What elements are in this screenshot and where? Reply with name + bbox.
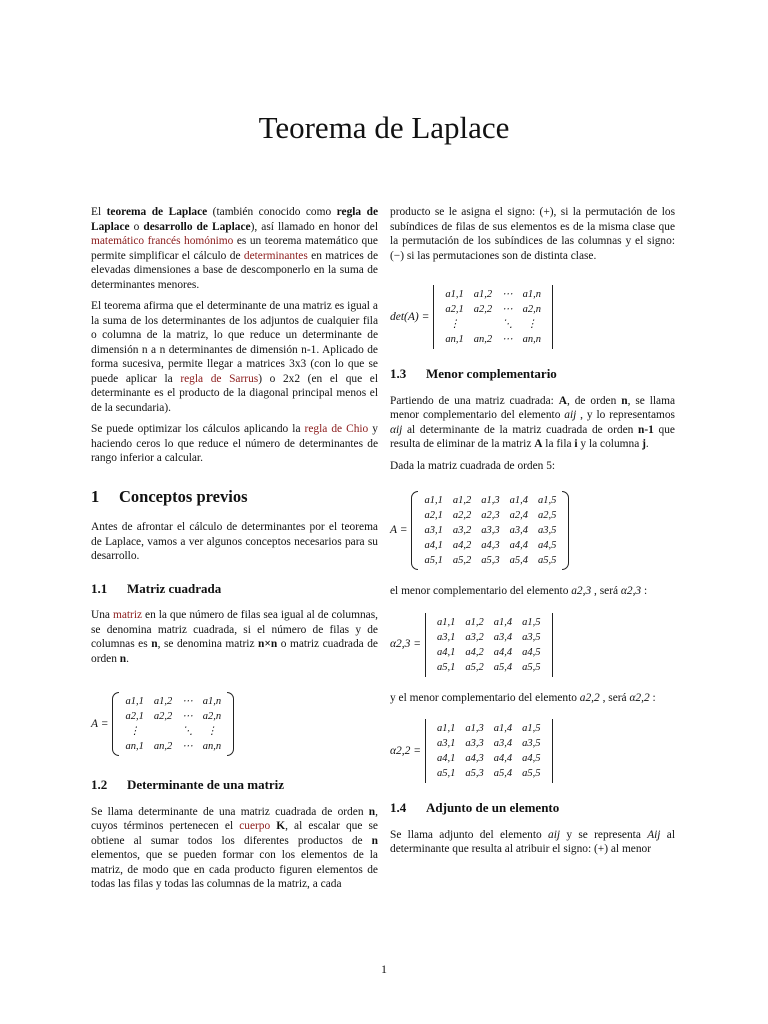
matrix-cell: a4,5 [522,753,541,764]
matrix-cell: a4,2 [465,646,484,658]
matrix-cell: ⋯ [182,696,193,707]
alpha22-matrix [425,719,553,783]
matrix-cell: a5,5 [522,661,541,673]
alpha23-matrix [425,613,553,677]
matrix-cell: a4,3 [465,753,484,764]
matrix-cell: a1,2 [465,616,484,628]
sub11-paragraph: Una matriz en la que número de filas sea igual al de columnas, se denomina matriz cuadrada, si el número de filas y de columnas es n, se denomina matriz n×n o matriz cuadrada de orden n. [91,609,379,665]
matrix-cell: a4,4 [493,753,513,764]
right-column [390,205,675,864]
matrix-cell: a1,5 [522,723,541,734]
matrix-cell: a3,4 [493,738,513,749]
matrix-cell: an,2 [473,334,493,345]
matrix-cell: a3,2 [465,631,484,643]
section-heading-1: 1 Conceptos previos [91,486,248,506]
matrix-cell: ⋮ [206,726,218,737]
matrix-cell: a1,2 [473,289,493,300]
matrix-cell: a4,4 [493,646,513,658]
matrix-cell: ⋯ [502,304,513,315]
matrix-cell: a1,2 [452,495,472,506]
intro-paragraph-1: El teorema de Laplace (también conocido como regla de Laplace o desarrollo de Laplace), así llamado en honor del matemático francés homónimo es un teorema matemático que permite simplificar el cálculo de determinantes en matrices de elevadas dimensiones a base de descomponerlo en la suma de determinantes menores. [91,206,379,291]
matrix-cell: a1,4 [493,616,513,628]
matrix-cell: a5,4 [493,661,513,673]
matrix-cell: a2,n [202,711,222,722]
sub14-paragraph: Se llama adjunto del elemento aij y se representa Aij al determinante que resulta al atribuir el signo: (+) al menor [390,828,675,855]
matrix-cell: a1,1 [125,696,144,707]
matrix-cell: a3,5 [522,738,541,749]
equation-alpha22: α2,2 = a1,1 a1,3 a1,4 a1,5 a3,1 a3,3 a3,4 a3,5 a4,1 a4,3 a4,4 a4,5 a5,1 a5,3 a5,4 a5,5 [390,719,675,783]
link-matematico[interactable]: matemático francés homónimo [91,235,234,247]
matrix-cell: a2,2 [153,711,173,722]
matrix-cell: ⋯ [502,334,513,345]
matrix-cell: an,n [522,334,541,345]
equation-matrix-a: A = a1,1 a1,2 ⋯ a1,n a2,1 a2,2 ⋯ a2,n ⋮ ⋱ ⋮ an,1 an,2 ⋯ an,n [91,692,378,756]
matrix-cell: an,1 [125,741,144,752]
matrix-cell: ⋯ [182,711,193,722]
matrix-cell: a1,5 [537,495,557,506]
matrix-cell: a4,2 [452,540,472,551]
matrix-cell: a5,1 [437,768,456,779]
matrix-cell: an,2 [153,741,173,752]
matrix-cell: a3,1 [437,631,456,643]
matrix-cell: a5,5 [522,768,541,779]
matrix-cell: a3,5 [537,525,557,536]
matrix-cell: a3,1 [424,525,443,536]
det-matrix [433,285,553,349]
matrix-a [112,692,234,756]
matrix-cell: ⋱ [182,726,193,737]
matrix-cell: a1,2 [153,696,173,707]
matrix-cell: a3,3 [465,738,484,749]
intro-paragraph-2: El teorema afirma que el determinante de una matriz es igual a la suma de los determinantes de los adjuntos de cualquier fila o columna de la matriz, lo que reduce un determinante de dimensión n a n determinantes de dimensión n-1. Aplicado de forma sucesiva, permite llegar a matrices 3x3 (con lo que se puede aplicar la regla de Sarrus) o 2x2 (en el que el determinante es el producto de la diagonal principal menos el de la secundaria). [91,300,378,414]
matrix-cell: a2,2 [473,304,493,315]
matrix-cell: a1,4 [493,723,513,734]
matrix-cell: a4,1 [437,646,456,658]
matrix-cell: a4,4 [509,540,528,551]
section1-text: Antes de afrontar el cálculo de determinantes por el teorema de Laplace, vamos a ver algunos conceptos necesarios para su desarrollo. [91,521,378,562]
link-cuerpo[interactable]: cuerpo [239,820,271,832]
sub13-paragraph-1: Partiendo de una matriz cuadrada: A, de orden n, se llama menor complementario del elemento aij , y lo representamos αij al determinante de la matriz cuadrada de orden n-1 que resulta de eliminar de la matriz A la fila i y la columna j. [390,394,676,450]
matrix-cell: a1,1 [424,495,443,506]
subsection-heading-1-4: 1.4 Adjunto de un elemento [390,800,560,815]
matrix-cell: a2,1 [424,510,443,521]
continued-paragraph: producto se le asigna el signo: (+), si la permutación de los subíndices de filas de sus elementos es de la misma clase que la permutación de los subíndices de las columnas y el signo: (−) si las permutaciones son de distinta clase. [390,206,675,262]
matrix-cell: a1,5 [522,616,541,628]
equation-alpha23: α2,3 = a1,1 a1,2 a1,4 a1,5 a3,1 a3,2 a3,4 a3,5 a4,1 a4,2 a4,4 a4,5 a5,1 a5,2 a5,4 a5,5 [390,613,675,677]
matrix-cell: a2,1 [445,304,464,315]
equation-det-a: det(A) = a1,1 a1,2 ⋯ a1,n a2,1 a2,2 ⋯ a2,n ⋮ ⋱ ⋮ an,1 an,2 ⋯ an,n [390,285,675,349]
matrix-cell: ⋮ [129,726,140,737]
matrix-cell: a2,4 [509,510,528,521]
subsection-heading-1-3: 1.3 Menor complementario [390,366,557,381]
matrix-cell: a4,5 [537,540,557,551]
matrix-cell: a4,1 [437,753,456,764]
matrix-cell: a4,5 [522,646,541,658]
matrix-cell: a2,n [522,304,541,315]
matrix-cell: a1,1 [437,616,456,628]
page-title: Teorema de Laplace [258,110,510,145]
sub13-paragraph-2: Dada la matriz cuadrada de orden 5: [390,459,556,472]
matrix-cell: an,n [202,741,222,752]
matrix-cell [149,724,177,739]
matrix-cell: a5,1 [424,555,443,566]
matrix-cell [469,317,497,332]
matrix-cell: a1,4 [509,495,528,506]
matrix-cell: ⋱ [502,319,513,330]
sub13-paragraph-3: el menor complementario del elemento a2,3 , será α2,3 : [390,585,648,597]
matrix-cell: a3,4 [493,631,513,643]
matrix-cell: a3,5 [522,631,541,643]
matrix-cell: a4,1 [424,540,443,551]
matrix-cell: a3,2 [452,525,472,536]
page-number: 1 [381,962,387,976]
matrix-cell: ⋮ [449,319,460,330]
matrix-cell: a2,2 [452,510,472,521]
matrix-cell: a2,3 [481,510,500,521]
matrix-cell: a5,3 [465,768,484,779]
matrix-cell: a1,n [202,696,222,707]
equation-matrix5: A = a1,1 a1,2 a1,3 a1,4 a1,5 a2,1 a2,2 a2,3 a2,4 a2,5 a3,1 a3,2 a3,3 a3,4 a3,5 a4,1 a4,2 a4,3 a4,4 a4,5 a5,1 a5,2 a5,3 a5,4 a5,5 [390,491,675,570]
matrix-cell: a5,4 [493,768,513,779]
matrix-cell: a1,3 [465,723,484,734]
link-regla-sarrus[interactable]: regla de Sarrus [180,372,259,385]
subsection-heading-1-2: 1.2 Determinante de una matriz [91,777,285,792]
matrix-cell: a1,1 [437,723,456,734]
matrix-cell: a5,5 [537,555,557,566]
link-matriz[interactable]: matriz [112,609,143,621]
matrix-cell: a5,2 [465,661,484,673]
matrix-cell: a2,5 [537,510,557,521]
intro-paragraph-3: Se puede optimizar los cálculos aplicando la regla de Chio y haciendo ceros lo que reduce el número de determinantes de rango inferior a calcular. [91,423,378,464]
matrix-cell: a1,n [522,289,541,300]
link-determinantes[interactable]: determinantes [243,249,308,262]
sub13-paragraph-4: y el menor complementario del elemento a2,2 , será α2,2 : [390,691,656,704]
matrix-cell: ⋯ [502,289,513,300]
link-regla-chio[interactable]: regla de Chio [304,423,369,435]
matrix-cell: a5,3 [481,555,500,566]
matrix-cell: a3,1 [437,738,456,749]
subsection-heading-1-1: 1.1 Matriz cuadrada [91,580,222,596]
matrix-cell: a5,4 [509,555,528,566]
matrix-cell: ⋮ [526,319,538,330]
matrix-cell: a5,2 [452,555,472,566]
left-column [91,205,378,899]
matrix-cell: a1,1 [445,289,464,300]
matrix-cell: an,1 [445,334,464,345]
matrix-cell: a2,1 [125,711,144,722]
matrix-cell: a3,4 [509,525,528,536]
matrix-cell: a4,3 [481,540,500,551]
matrix-5x5 [411,491,569,570]
matrix-cell: a3,3 [481,525,500,536]
sub12-paragraph: Se llama determinante de una matriz cuadrada de orden n, cuyos términos pertenecen el cuerpo K, al escalar que se obtiene al sumar todos los diferentes productos de n elementos, que se pueden formar con los elementos de la matriz, de modo que en cada producto figuren elementos de todas las filas y todas las columnas de la matriz, a cada [91,805,378,890]
matrix-cell: a1,3 [481,495,500,506]
matrix-cell: ⋯ [182,741,193,752]
matrix-cell: a5,1 [437,661,456,673]
